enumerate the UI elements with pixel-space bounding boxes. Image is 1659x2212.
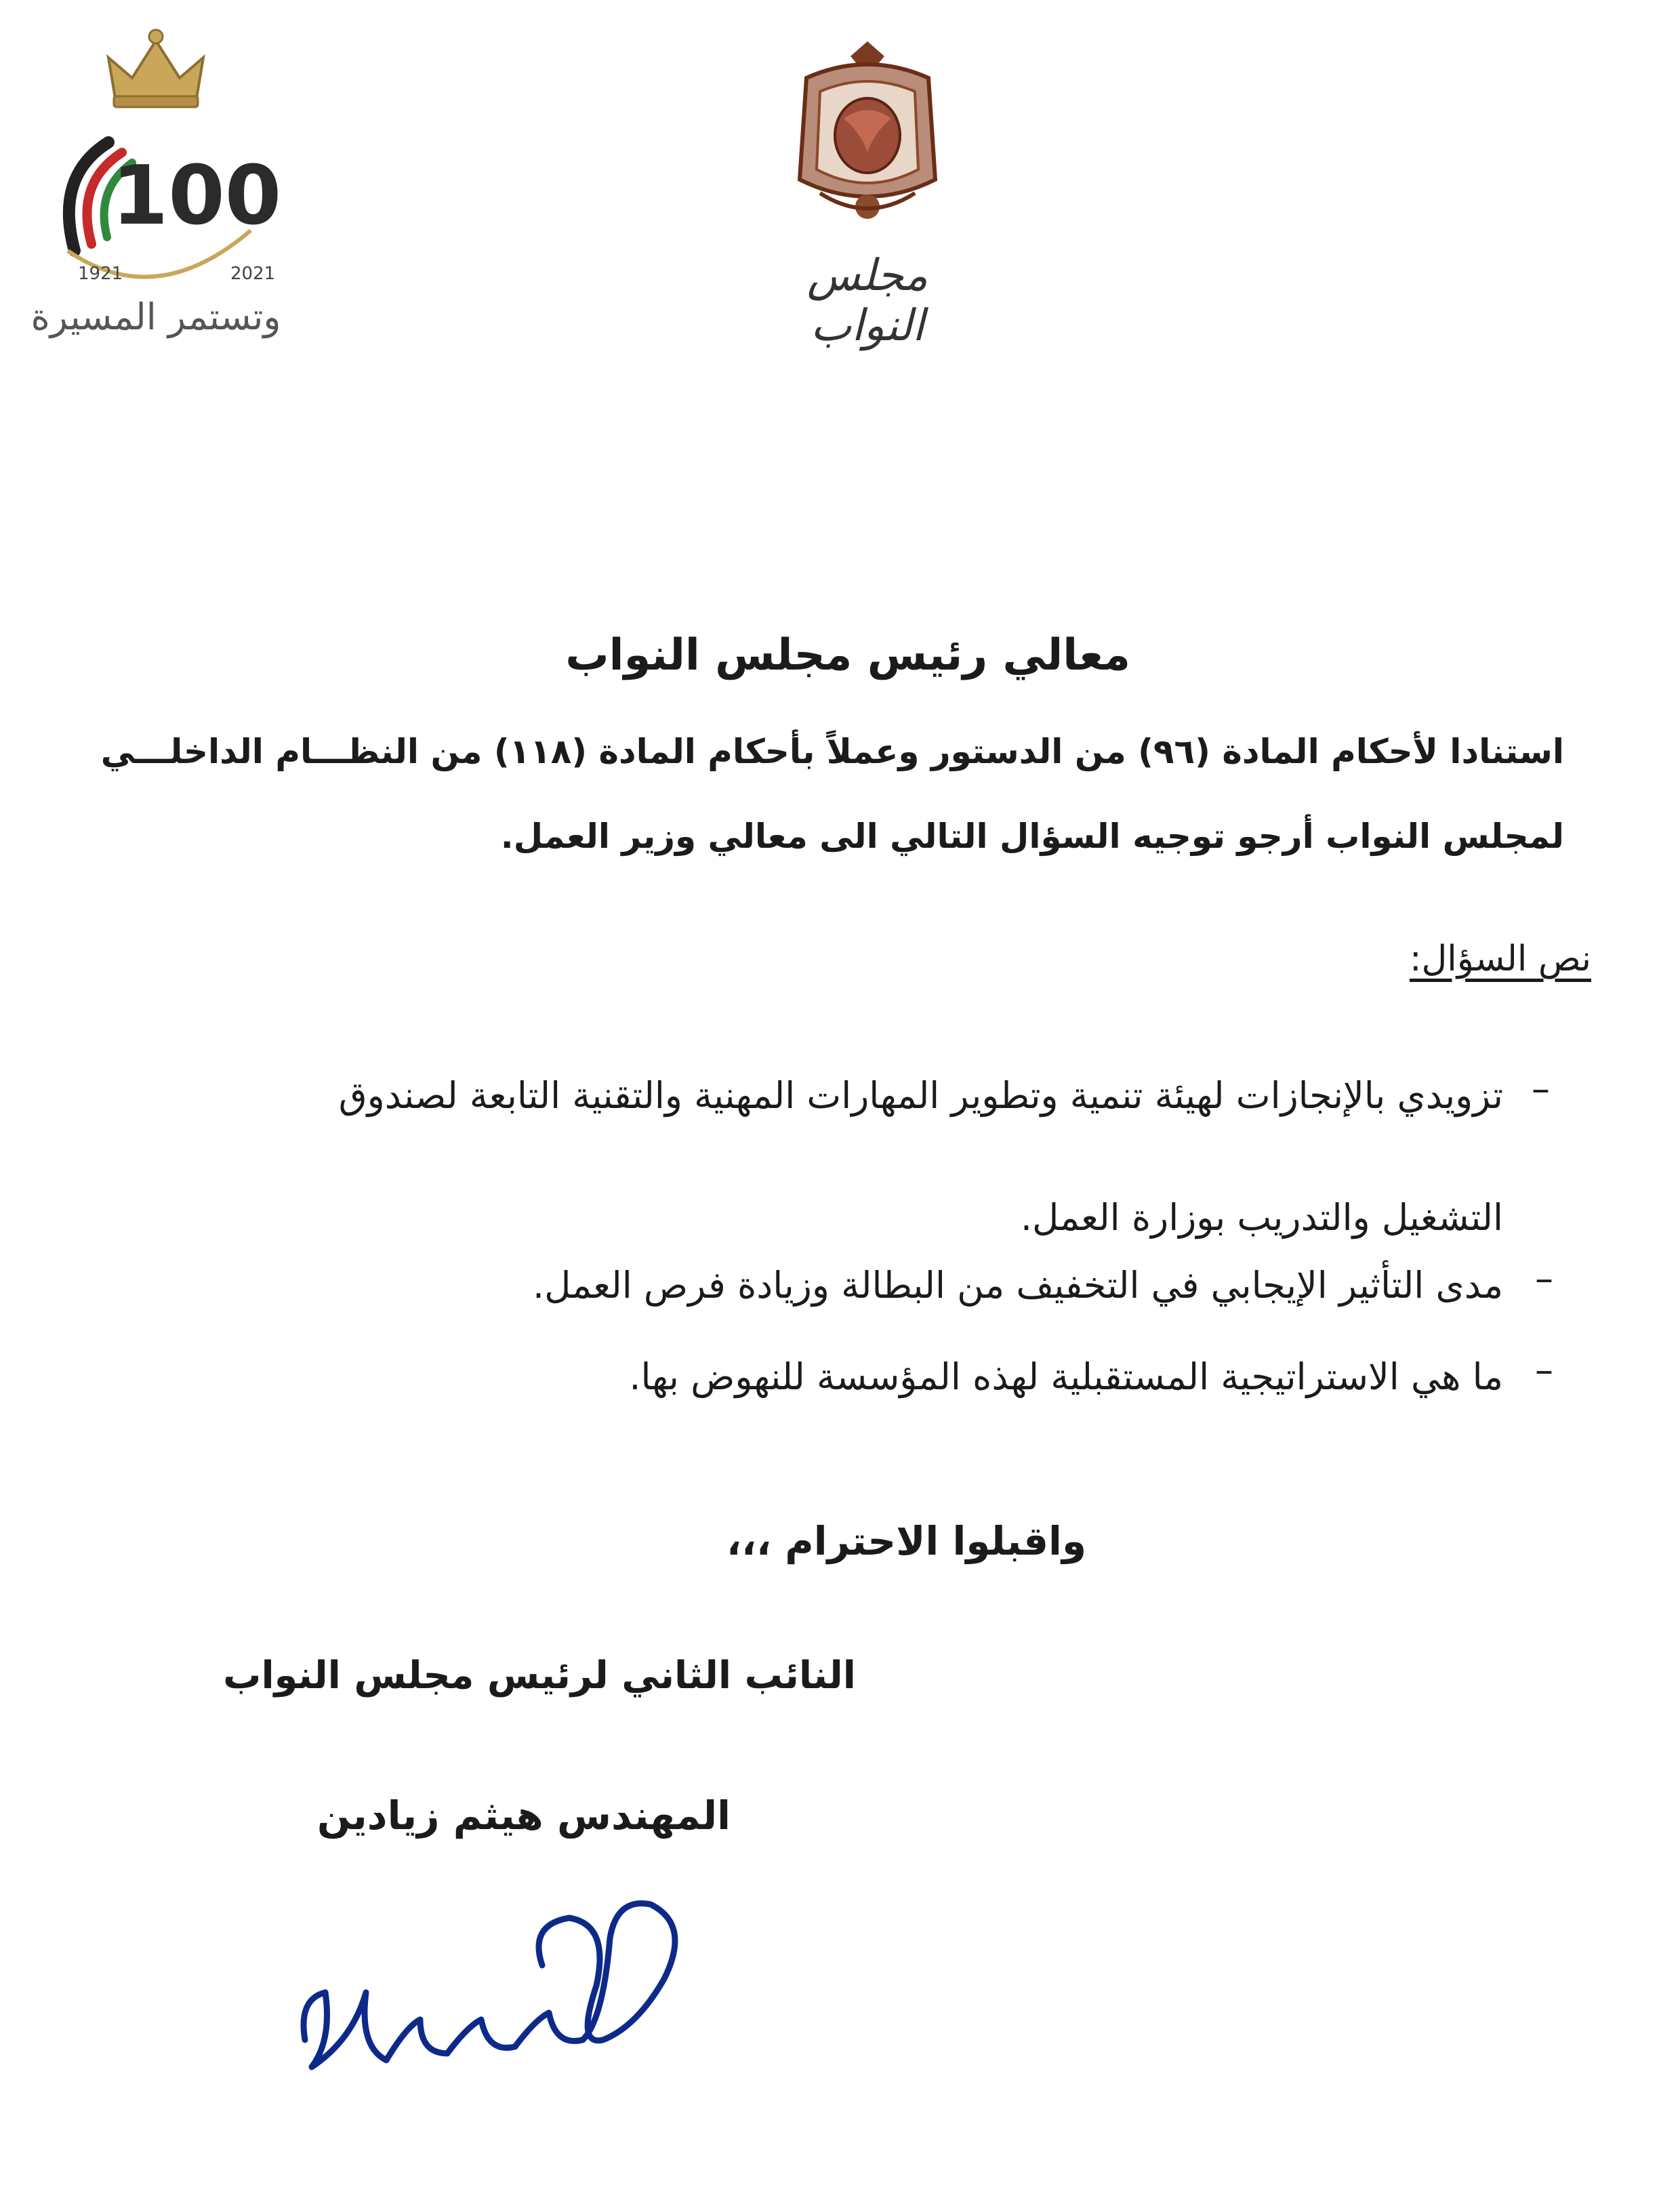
signer-title: النائب الثاني لرئيس مجلس النواب	[223, 1654, 856, 1698]
intro-line-2: لمجلس النواب أرجو توجيه السؤال التالي الى معالي وزير العمل.	[500, 817, 1564, 856]
list-bullet: –	[1535, 1349, 1553, 1391]
list-bullet: –	[1535, 1257, 1553, 1300]
question-2-line-1: مدى التأثير الإيجابي في التخفيف من البطالة وزيادة فرص العمل.	[532, 1264, 1503, 1307]
jordan-coat-of-arms-icon	[779, 37, 956, 234]
centenary-slogan: وتستمر المسيرة	[30, 295, 281, 338]
centenary-logo	[27, 27, 285, 338]
question-3-line-1: ما هي الاستراتيجية المستقبلية لهذه المؤسسة للنهوض بها.	[629, 1355, 1503, 1398]
parliament-wordmark: مجلس النواب	[806, 251, 928, 351]
closing: واقبلوا الاحترام ،،،	[726, 1518, 1086, 1564]
centenary-number: 100	[111, 149, 282, 243]
intro-line-1: استنادا لأحكام المادة (٩٦) من الدستور وعملاً بأحكام المادة (١١٨) من النظـــام الداخلـــي	[100, 732, 1564, 771]
list-bullet: –	[1532, 1067, 1550, 1110]
handwritten-signature-icon	[285, 1884, 718, 2114]
salutation: معالي رئيس مجلس النواب	[565, 630, 1130, 680]
signer-name: المهندس هيثم زيادين	[316, 1793, 731, 1839]
year-end: 2021	[230, 264, 276, 284]
question-1-line-2: التشغيل والتدريب بوزارة العمل.	[1020, 1196, 1503, 1239]
question-heading: نص السؤال:	[1410, 939, 1591, 979]
question-1-line-1: تزويدي بالإنجازات لهيئة تنمية وتطوير المهارات المهنية والتقنية التابعة لصندوق	[338, 1074, 1503, 1117]
crown-100-emblem-icon	[27, 27, 285, 298]
year-start: 1921	[78, 264, 123, 284]
